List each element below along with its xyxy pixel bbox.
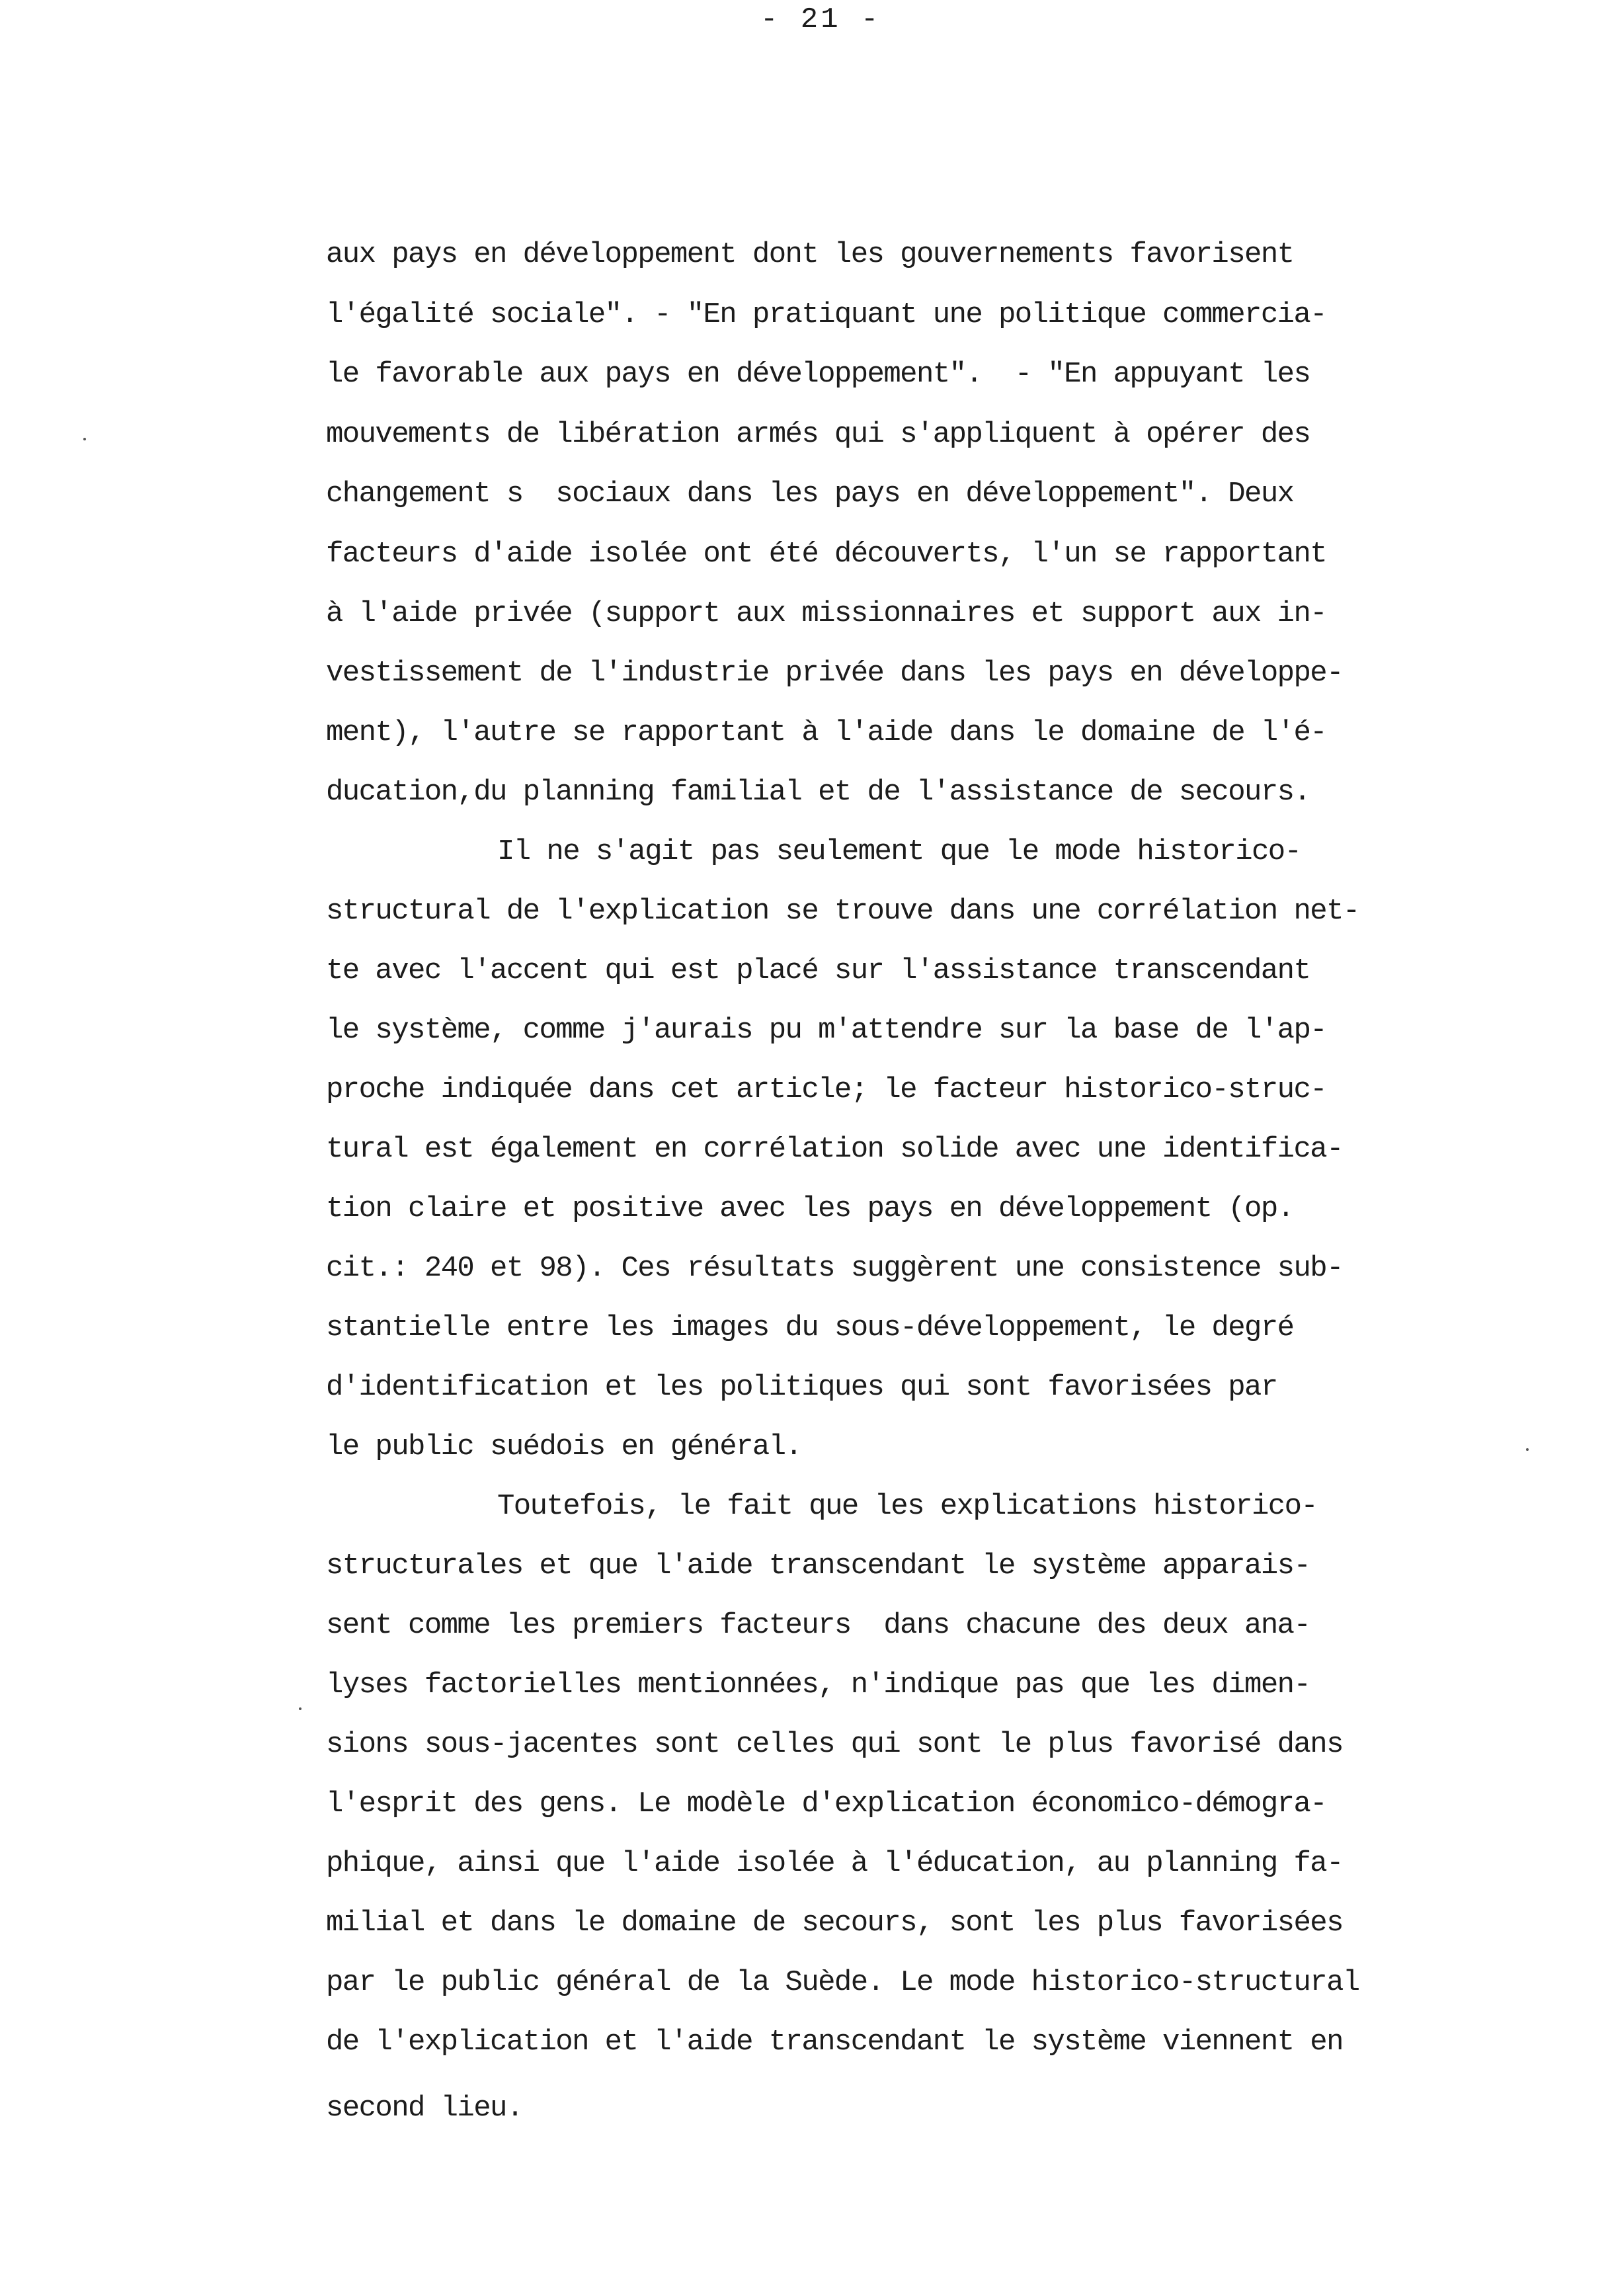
text-line: structurales et que l'aide transcendant le système apparais- [326,1549,1310,1582]
text-line: à l'aide privée (support aux missionnaires et support aux in- [326,597,1327,630]
text-line: lyses factorielles mentionnées, n'indique pas que les dimen- [326,1668,1310,1702]
text-line: changement s sociaux dans les pays en développement". Deux [326,477,1294,511]
text-line: stantielle entre les images du sous-développement, le degré [326,1311,1294,1344]
text-line: le favorable aux pays en développement". - "En appuyant les [326,358,1310,391]
text-line: vestissement de l'industrie privée dans les pays en développe- [326,657,1343,690]
text-line: le système, comme j'aurais pu m'attendre sur la base de l'ap- [326,1014,1327,1047]
text-line: mouvements de libération armés qui s'appliquent à opérer des [326,418,1310,451]
text-line: tural est également en corrélation solide avec une identifica- [326,1133,1343,1166]
text-line: facteurs d'aide isolée ont été découverts, l'un se rapportant [326,538,1327,571]
text-line: l'esprit des gens. Le modèle d'explication économico-démogra- [326,1787,1327,1821]
text-line: le public suédois en général. [326,1430,802,1463]
text-line: structural de l'explication se trouve dans une corrélation net- [326,895,1359,928]
text-line: te avec l'accent qui est placé sur l'assistance transcendant [326,954,1310,987]
text-line: proche indiquée dans cet article; le facteur historico-struc- [326,1073,1327,1106]
text-line: aux pays en développement dont les gouvernements favorisent [326,238,1294,271]
text-line: sent comme les premiers facteurs dans chacune des deux ana- [326,1609,1310,1642]
text-line: de l'explication et l'aide transcendant le système viennent en [326,2026,1343,2059]
text-line: sions sous-jacentes sont celles qui sont le plus favorisé dans [326,1728,1343,1761]
text-line-paragraph-start: Il ne s'agit pas seulement que le mode historico- [497,835,1301,868]
text-line: l'égalité sociale". - "En pratiquant une politique commercia- [326,298,1327,331]
text-line-paragraph-start: Toutefois, le fait que les explications historico- [497,1490,1318,1523]
text-line: par le public général de la Suède. Le mode historico-structural [326,1966,1359,1999]
text-line: d'identification et les politiques qui sont favorisées par [326,1371,1277,1404]
page-number: - 21 - [760,3,881,36]
scan-speck [299,1707,302,1710]
text-line: tion claire et positive avec les pays en développement (op. [326,1192,1294,1225]
text-line: milial et dans le domaine de secours, sont les plus favorisées [326,1906,1343,1940]
scan-speck [1526,1448,1529,1451]
text-line: phique, ainsi que l'aide isolée à l'éducation, au planning fa- [326,1847,1343,1880]
text-line: second lieu. [326,2092,523,2125]
text-line: ment), l'autre se rapportant à l'aide dans le domaine de l'é- [326,716,1327,749]
scan-speck [83,438,86,440]
text-line: ducation,du planning familial et de l'assistance de secours. [326,776,1310,809]
text-line: cit.: 240 et 98). Ces résultats suggèrent une consistence sub- [326,1252,1343,1285]
